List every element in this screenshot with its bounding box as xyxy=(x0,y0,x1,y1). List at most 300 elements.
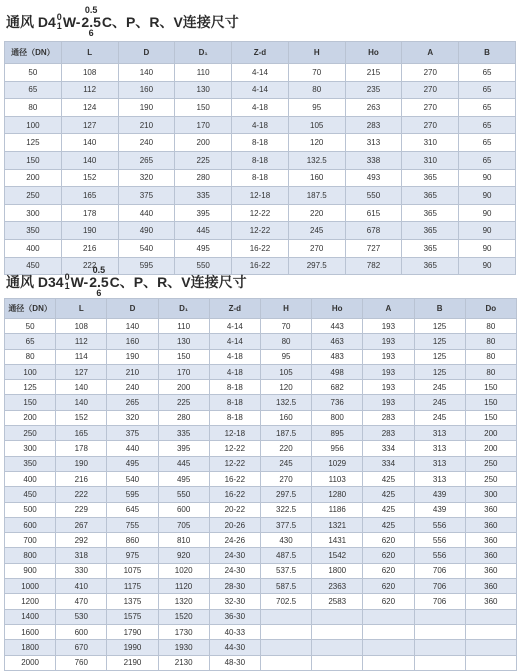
table-cell: 365 xyxy=(402,222,459,240)
table-cell: 127 xyxy=(56,364,107,379)
table-cell: 90 xyxy=(459,257,516,275)
table-row xyxy=(5,187,516,205)
table-cell: 150 xyxy=(158,349,209,364)
table-cell: 360 xyxy=(465,563,516,578)
table1-title-frac-top: 0 xyxy=(56,12,62,22)
table-cell: 225 xyxy=(175,151,232,169)
table-cell: 12-22 xyxy=(209,441,260,456)
table-cell xyxy=(465,609,516,624)
table-cell: 270 xyxy=(402,64,459,82)
table-cell: 375 xyxy=(118,187,175,205)
table1-header-cell: Ho xyxy=(345,42,402,64)
table-row xyxy=(5,222,516,240)
table1-header-cell: H xyxy=(288,42,345,64)
table-row xyxy=(5,502,517,517)
table-cell: 245 xyxy=(288,222,345,240)
table-row xyxy=(5,380,517,395)
table-row xyxy=(5,169,516,187)
table-cell xyxy=(363,624,414,639)
table-cell: 377.5 xyxy=(260,517,311,532)
table2-title-main: 2.5 xyxy=(89,274,109,290)
table-cell: 1321 xyxy=(312,517,363,532)
table-cell: 1029 xyxy=(312,456,363,471)
table-cell: 320 xyxy=(118,169,175,187)
table-cell: 1542 xyxy=(312,548,363,563)
table-cell: 4-14 xyxy=(232,81,289,99)
table-cell: 297.5 xyxy=(260,487,311,502)
table-cell: 12-18 xyxy=(232,187,289,205)
table-cell: 445 xyxy=(158,456,209,471)
table-cell: 2583 xyxy=(312,594,363,609)
table-cell: 90 xyxy=(459,187,516,205)
table-cell: 4-14 xyxy=(232,64,289,82)
table-cell: 1103 xyxy=(312,471,363,486)
table-cell: 124 xyxy=(61,99,118,117)
table-cell: 556 xyxy=(414,548,465,563)
table-cell xyxy=(312,624,363,639)
table-cell: 8-18 xyxy=(232,134,289,152)
table-cell: 645 xyxy=(107,502,158,517)
dimension-table-1 xyxy=(4,41,516,275)
table-cell: 320 xyxy=(107,410,158,425)
table-cell: 95 xyxy=(288,99,345,117)
table-cell: 334 xyxy=(363,456,414,471)
table-cell: 65 xyxy=(459,151,516,169)
table-cell: 100 xyxy=(5,116,62,134)
table-cell: 283 xyxy=(363,410,414,425)
table-cell: 160 xyxy=(288,169,345,187)
table-cell: 200 xyxy=(465,441,516,456)
table-cell: 682 xyxy=(312,380,363,395)
table-cell: 313 xyxy=(414,426,465,441)
table-cell: 193 xyxy=(363,364,414,379)
table-cell: 530 xyxy=(56,609,107,624)
table-cell: 425 xyxy=(363,502,414,517)
table-cell: 595 xyxy=(107,487,158,502)
table-cell: 178 xyxy=(61,204,118,222)
table-cell: 90 xyxy=(459,169,516,187)
table-row xyxy=(5,151,516,169)
table2-header-cell: 通径（DN） xyxy=(5,299,56,319)
table2-title xyxy=(6,266,247,298)
table-cell: 620 xyxy=(363,563,414,578)
table-cell: 1600 xyxy=(5,624,56,639)
table-cell: 400 xyxy=(5,471,56,486)
table-cell: 178 xyxy=(56,441,107,456)
table-cell: 170 xyxy=(175,116,232,134)
table2-title-frac-top: 0 xyxy=(64,272,70,282)
table-cell: 150 xyxy=(465,410,516,425)
table2-header-cell: D₁ xyxy=(158,299,209,319)
table-cell: 95 xyxy=(260,349,311,364)
table-cell: 1175 xyxy=(107,579,158,594)
table-cell: 620 xyxy=(363,533,414,548)
table-cell: 40-33 xyxy=(209,624,260,639)
table1-title-frac-bottom: 1 xyxy=(56,21,62,31)
table-cell: 439 xyxy=(414,502,465,517)
table-cell: 4-18 xyxy=(209,364,260,379)
table-cell: 1120 xyxy=(158,579,209,594)
table-cell: 1790 xyxy=(107,624,158,639)
table-cell: 150 xyxy=(175,99,232,117)
table-cell: 365 xyxy=(402,169,459,187)
table-cell: 235 xyxy=(345,81,402,99)
table-cell: 1520 xyxy=(158,609,209,624)
table-cell: 114 xyxy=(56,349,107,364)
table-cell: 150 xyxy=(465,380,516,395)
table-cell: 50 xyxy=(5,64,62,82)
table-row xyxy=(5,64,516,82)
table-cell: 8-18 xyxy=(232,151,289,169)
table-cell: 36-30 xyxy=(209,609,260,624)
table-cell: 140 xyxy=(61,151,118,169)
table-cell: 24-30 xyxy=(209,548,260,563)
table-cell: 250 xyxy=(465,471,516,486)
table-cell: 130 xyxy=(158,334,209,349)
table-cell: 215 xyxy=(345,64,402,82)
table-cell xyxy=(465,624,516,639)
table-cell: 28-30 xyxy=(209,579,260,594)
table-cell: 755 xyxy=(107,517,158,532)
table-cell: 170 xyxy=(158,364,209,379)
table-cell: 245 xyxy=(260,456,311,471)
table-cell: 620 xyxy=(363,579,414,594)
table-cell: 550 xyxy=(345,187,402,205)
table-cell: 165 xyxy=(56,426,107,441)
table-cell: 1000 xyxy=(5,579,56,594)
table-cell: 225 xyxy=(158,395,209,410)
dimension-table-2 xyxy=(4,298,517,671)
table-cell: 270 xyxy=(402,99,459,117)
table-cell xyxy=(363,609,414,624)
table2-header-row xyxy=(5,299,517,319)
table-cell: 210 xyxy=(118,116,175,134)
table1-title-under: 6 xyxy=(88,28,94,38)
table-cell: 222 xyxy=(56,487,107,502)
table-row xyxy=(5,99,516,117)
table-cell: 250 xyxy=(5,426,56,441)
table-cell: 220 xyxy=(260,441,311,456)
table-row xyxy=(5,563,517,578)
table-cell: 190 xyxy=(56,456,107,471)
table-cell: 125 xyxy=(414,334,465,349)
table-cell: 313 xyxy=(345,134,402,152)
table-cell: 350 xyxy=(5,456,56,471)
table-cell: 245 xyxy=(414,395,465,410)
table2-title-under: 6 xyxy=(96,288,102,298)
table2-title-mid: W- xyxy=(70,274,89,290)
table-cell: 200 xyxy=(175,134,232,152)
table2-header-cell: H xyxy=(260,299,311,319)
table-cell: 65 xyxy=(459,116,516,134)
table-cell: 300 xyxy=(5,204,62,222)
table-cell: 190 xyxy=(107,349,158,364)
table2-title-stack xyxy=(89,266,108,298)
table-cell: 313 xyxy=(414,441,465,456)
table-row xyxy=(5,533,517,548)
table-cell xyxy=(414,640,465,655)
table-cell: 615 xyxy=(345,204,402,222)
table-cell: 190 xyxy=(61,222,118,240)
table-row xyxy=(5,655,517,670)
table-cell: 450 xyxy=(5,257,62,275)
table-cell: 110 xyxy=(175,64,232,82)
table-cell xyxy=(260,624,311,639)
table-cell: 310 xyxy=(402,151,459,169)
table-cell: 187.5 xyxy=(288,187,345,205)
table-cell: 365 xyxy=(402,257,459,275)
table-cell: 365 xyxy=(402,239,459,257)
table-cell xyxy=(260,655,311,670)
table-cell: 150 xyxy=(5,151,62,169)
table-cell xyxy=(465,655,516,670)
table-cell: 495 xyxy=(158,471,209,486)
table-cell: 65 xyxy=(459,99,516,117)
table-cell: 360 xyxy=(465,502,516,517)
table-cell: 24-26 xyxy=(209,533,260,548)
table-cell: 400 xyxy=(5,239,62,257)
table-cell: 80 xyxy=(288,81,345,99)
table-cell: 125 xyxy=(414,319,465,334)
table-cell: 193 xyxy=(363,349,414,364)
table-cell: 16-22 xyxy=(232,257,289,275)
table-cell: 265 xyxy=(107,395,158,410)
table-cell: 70 xyxy=(288,64,345,82)
table1-title-stack xyxy=(81,6,100,38)
table-cell: 443 xyxy=(312,319,363,334)
table-cell: 4-18 xyxy=(232,99,289,117)
table-cell: 140 xyxy=(61,134,118,152)
table-cell: 292 xyxy=(56,533,107,548)
table-row xyxy=(5,204,516,222)
table-cell: 32-30 xyxy=(209,594,260,609)
table-cell: 283 xyxy=(363,426,414,441)
table-cell: 270 xyxy=(260,471,311,486)
table-cell: 1930 xyxy=(158,640,209,655)
table-cell: 330 xyxy=(56,563,107,578)
table-cell: 210 xyxy=(107,364,158,379)
table-cell: 556 xyxy=(414,533,465,548)
table-cell: 900 xyxy=(5,563,56,578)
table-cell: 283 xyxy=(345,116,402,134)
table-cell: 80 xyxy=(465,364,516,379)
table-cell: 20-22 xyxy=(209,502,260,517)
table-cell: 2363 xyxy=(312,579,363,594)
table2-header-cell: D xyxy=(107,299,158,319)
table-cell: 300 xyxy=(465,487,516,502)
table-cell: 463 xyxy=(312,334,363,349)
table-cell: 360 xyxy=(465,579,516,594)
table-cell: 600 xyxy=(158,502,209,517)
table-cell: 250 xyxy=(465,456,516,471)
table-cell: 810 xyxy=(158,533,209,548)
table2-header-cell: Ho xyxy=(312,299,363,319)
table-cell: 80 xyxy=(465,334,516,349)
table-row xyxy=(5,441,517,456)
table-cell: 410 xyxy=(56,579,107,594)
table-cell: 313 xyxy=(414,471,465,486)
table1-title xyxy=(6,6,239,38)
table-cell: 493 xyxy=(345,169,402,187)
table-cell: 300 xyxy=(5,441,56,456)
table2-header-cell: Z-d xyxy=(209,299,260,319)
table-cell: 670 xyxy=(56,640,107,655)
table-cell: 65 xyxy=(459,64,516,82)
table1-title-suffix: C、P、R、V连接尺寸 xyxy=(101,14,239,30)
table-cell: 80 xyxy=(465,349,516,364)
table-cell: 160 xyxy=(260,410,311,425)
table-cell: 110 xyxy=(158,319,209,334)
table-cell: 425 xyxy=(363,487,414,502)
table-cell: 100 xyxy=(5,364,56,379)
table-row xyxy=(5,594,517,609)
table-cell: 297.5 xyxy=(288,257,345,275)
table-cell: 920 xyxy=(158,548,209,563)
table-cell: 140 xyxy=(56,395,107,410)
table-cell: 335 xyxy=(175,187,232,205)
table-cell xyxy=(312,655,363,670)
table-cell: 365 xyxy=(402,204,459,222)
table-cell: 80 xyxy=(260,334,311,349)
table-cell: 65 xyxy=(459,134,516,152)
table1-header-cell: A xyxy=(402,42,459,64)
table-cell: 537.5 xyxy=(260,563,311,578)
table-cell: 125 xyxy=(414,349,465,364)
table-cell: 1320 xyxy=(158,594,209,609)
table-cell: 365 xyxy=(402,187,459,205)
table-cell: 265 xyxy=(118,151,175,169)
table-cell xyxy=(363,640,414,655)
table-row xyxy=(5,239,516,257)
table1-title-fraction xyxy=(57,13,62,31)
table-cell: 222 xyxy=(61,257,118,275)
table-cell: 487.5 xyxy=(260,548,311,563)
table-cell: 193 xyxy=(363,395,414,410)
table-cell: 280 xyxy=(175,169,232,187)
table-cell: 2130 xyxy=(158,655,209,670)
table-cell: 335 xyxy=(158,426,209,441)
table-cell: 200 xyxy=(158,380,209,395)
table-cell: 595 xyxy=(118,257,175,275)
table-cell: 1186 xyxy=(312,502,363,517)
table-cell: 190 xyxy=(118,99,175,117)
table-cell: 245 xyxy=(414,410,465,425)
table-cell: 600 xyxy=(5,517,56,532)
table-row xyxy=(5,640,517,655)
table-cell: 495 xyxy=(107,456,158,471)
table-cell: 360 xyxy=(465,533,516,548)
table-cell: 270 xyxy=(288,239,345,257)
table-cell: 90 xyxy=(459,204,516,222)
table-cell: 8-18 xyxy=(232,169,289,187)
table1-title-over: 0.5 xyxy=(84,5,98,15)
table-cell: 782 xyxy=(345,257,402,275)
table-cell: 706 xyxy=(414,579,465,594)
table-cell: 65 xyxy=(459,81,516,99)
table1-header-cell: B xyxy=(459,42,516,64)
table1-title-prefix: 通风 D4 xyxy=(6,14,56,30)
table-cell: 495 xyxy=(175,239,232,257)
table-cell: 187.5 xyxy=(260,426,311,441)
table-row xyxy=(5,349,517,364)
table-cell xyxy=(312,609,363,624)
table1-header-cell: Z-d xyxy=(232,42,289,64)
table-cell: 425 xyxy=(363,471,414,486)
table-cell: 375 xyxy=(107,426,158,441)
table-cell: 540 xyxy=(118,239,175,257)
table-cell: 8-18 xyxy=(209,380,260,395)
table-cell: 860 xyxy=(107,533,158,548)
table-cell xyxy=(414,609,465,624)
table-cell: 132.5 xyxy=(288,151,345,169)
table-row xyxy=(5,624,517,639)
table-row xyxy=(5,426,517,441)
table-cell: 193 xyxy=(363,319,414,334)
table2-title-fraction xyxy=(65,273,70,291)
table-cell: 440 xyxy=(107,441,158,456)
table-cell: 678 xyxy=(345,222,402,240)
table-cell: 450 xyxy=(5,487,56,502)
table-cell: 150 xyxy=(5,395,56,410)
table-cell: 4-14 xyxy=(209,334,260,349)
table-cell: 736 xyxy=(312,395,363,410)
table-cell xyxy=(465,640,516,655)
table-cell: 130 xyxy=(175,81,232,99)
table-cell: 620 xyxy=(363,594,414,609)
table-cell: 360 xyxy=(465,594,516,609)
table-cell: 895 xyxy=(312,426,363,441)
table-cell: 12-22 xyxy=(232,204,289,222)
table-cell: 12-22 xyxy=(209,456,260,471)
table1-header-cell: L xyxy=(61,42,118,64)
table-cell: 430 xyxy=(260,533,311,548)
table-cell: 360 xyxy=(465,548,516,563)
table-cell: 245 xyxy=(414,380,465,395)
table-cell: 620 xyxy=(363,548,414,563)
table2-header-cell: A xyxy=(363,299,414,319)
table-cell: 322.5 xyxy=(260,502,311,517)
table-cell: 152 xyxy=(61,169,118,187)
table-cell: 125 xyxy=(5,134,62,152)
table-cell: 2190 xyxy=(107,655,158,670)
table-cell: 705 xyxy=(158,517,209,532)
table-cell: 108 xyxy=(56,319,107,334)
table-cell xyxy=(414,624,465,639)
table-cell: 120 xyxy=(288,134,345,152)
table-cell: 200 xyxy=(465,426,516,441)
table-cell: 550 xyxy=(175,257,232,275)
table-cell: 12-22 xyxy=(232,222,289,240)
table-row xyxy=(5,334,517,349)
table-cell: 220 xyxy=(288,204,345,222)
table-cell: 600 xyxy=(56,624,107,639)
table-cell: 1800 xyxy=(312,563,363,578)
table-cell: 483 xyxy=(312,349,363,364)
table-cell: 706 xyxy=(414,594,465,609)
table-cell xyxy=(414,655,465,670)
table-cell: 498 xyxy=(312,364,363,379)
table-cell: 240 xyxy=(118,134,175,152)
table-cell: 280 xyxy=(158,410,209,425)
table-cell: 90 xyxy=(459,239,516,257)
table-cell: 263 xyxy=(345,99,402,117)
table-cell: 24-30 xyxy=(209,563,260,578)
table-cell: 334 xyxy=(363,441,414,456)
table-cell: 800 xyxy=(312,410,363,425)
table-cell: 80 xyxy=(5,349,56,364)
table-row xyxy=(5,116,516,134)
table1-title-main: 2.5 xyxy=(81,14,101,30)
